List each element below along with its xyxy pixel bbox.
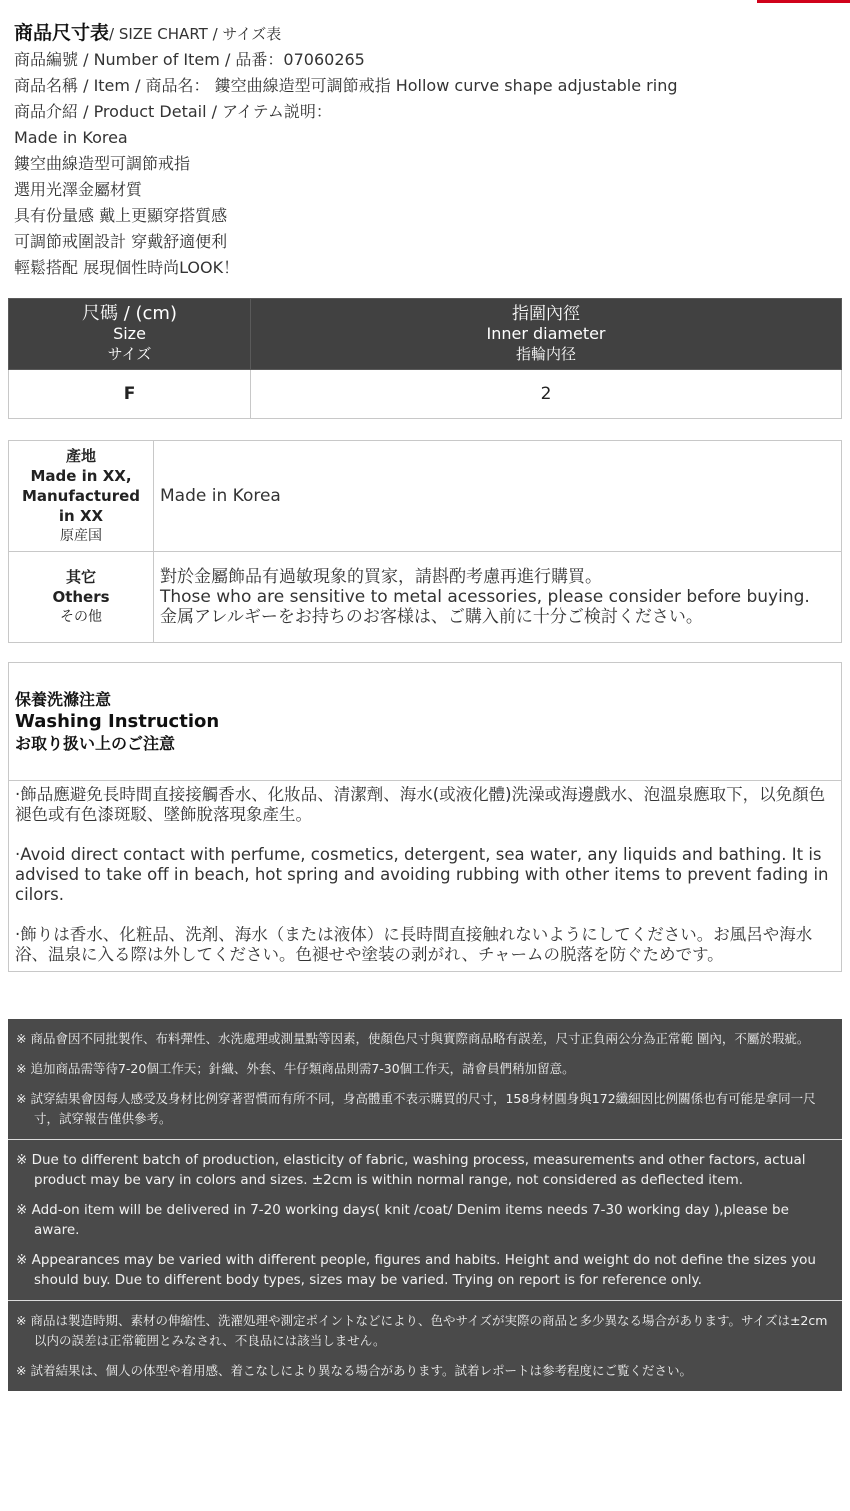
washing-text-zh: ‧飾品應避免長時間直接接觸香水、化妝品、清潔劑、海水(或液化體)洗澡或海邊戲水、泡溫泉應取下，以免顏色褪色或有色漆斑駁、墜飾脫落現象產生。 [15,785,826,824]
diameter-header-en: Inner diameter [486,324,606,343]
washing-heading [9,663,841,781]
origin-label-ja: 原産国 [60,528,102,544]
washing-instruction-box [8,662,842,972]
washing-title-en: Washing Instruction [15,711,220,732]
accent-bar [757,0,850,3]
title-rest: / SIZE CHART / サイズ表 [109,25,282,43]
size-table [8,298,842,419]
diameter-header-ja: 指輪内径 [515,345,576,363]
size-column-header [9,299,251,370]
product-detail-line: 具有份量感 戴上更顯穿搭質感 [14,206,228,225]
notes-ja [8,1301,842,1391]
others-label-ja: その他 [60,609,102,625]
size-table-header [9,299,842,370]
note-item: ※ Due to different batch of production, elasticity of fabric, washing process, measurements and other factors, actual product may be vary in colors and sizes. ±2cm is within normal range, not considered as deflected item. [16,1152,806,1188]
origin-row [9,441,842,552]
washing-text-ja: ‧飾りは香水、化粧品、洗剤、海水（または液体）に長時間直接触れないようにしてください。お風呂や海水浴、温泉に入る際は外してください。色褪せや塗装の剥がれ、チャームの脱落を防ぐためです。 [15,925,813,964]
note-item: ※ 追加商品需等待7-20個工作天；針織、外套、牛仔類商品則需7-30個工作天，請會員們稍加留意。 [16,1061,575,1076]
notes-en [8,1140,842,1301]
others-label-zh: 其它 [65,568,96,586]
diameter-header-zh: 指圍內徑 [512,304,580,324]
item-number: 商品編號 / Number of Item / 品番：07060265 [14,50,365,69]
product-detail-line: 可調節戒圍設計 穿戴舒適便利 [14,232,228,251]
info-table [8,440,842,643]
table-row [9,370,842,419]
others-value [154,552,842,643]
diameter-column-header [251,299,842,370]
title-strong: 商品尺寸表 [14,22,110,44]
washing-title-zh: 保養洗滌注意 [15,690,112,709]
size-header-zh: 尺碼 / (cm) [82,303,177,324]
origin-label [9,441,154,552]
origin-label-zh: 產地 [65,447,96,465]
size-header-en: Size [113,324,146,343]
others-value-en: Those who are sensitive to metal acessories, please consider before buying. [160,587,810,607]
item-name: 商品名稱 / Item / 商品名： 鏤空曲線造型可調節戒指 Hollow curve shape adjustable ring [14,76,678,95]
origin-value: Made in Korea [154,441,842,552]
note-item: ※ 商品會因不同批製作、布料彈性、水洗處理或測量點等因素，使顏色尺寸與實際商品略有誤差，尺寸正負兩公分為正常範 圍內，不屬於瑕疵。 [16,1031,810,1046]
note-item: ※ Appearances may be varied with different people, figures and habits. Height and weight do not define the sizes you should buy. Due to different body types, sizes may be varied. Trying on report is for reference only. [16,1252,816,1288]
note-item: ※ Add-on item will be delivered in 7-20 working days( knit /coat/ Denim items needs 7-30 working day ),please be aware. [16,1202,789,1238]
notes-zh [8,1019,842,1140]
washing-title-ja: お取り扱い上のご注意 [15,734,176,753]
others-value-zh: 對於金屬飾品有過敏現象的買家，請斟酌考慮再進行購買。 [160,567,602,587]
washing-text-en: ‧Avoid direct contact with perfume, cosmetics, detergent, sea water, any liquids and bathing. It is advised to take off in beach, hot spring and avoiding rubbing with other items to prevent fading in cilors. [15,845,829,904]
note-item: ※ 試穿結果會因每人感受及身材比例穿著習慣而有所不同，身高體重不表示購買的尺寸，158身材圓身與172纖細因比例關係也有可能是拿同一尺寸，試穿報告僅供參考。 [16,1091,816,1126]
product-detail-line: 選用光澤金屬材質 [14,180,143,199]
product-detail-line: 輕鬆搭配 展現個性時尚LOOK！ [14,258,240,277]
others-value-ja: 金属アレルギーをお持ちのお客様は、ご購入前に十分ご検討ください。 [160,607,703,627]
notes-box [8,1019,842,1391]
others-label-en: Others [52,588,110,606]
origin-label-en: Made in XX, Manufactured in XX [21,467,141,525]
product-header [14,20,844,281]
size-value: F [9,370,251,419]
others-row [9,552,842,643]
washing-text [9,781,841,971]
product-detail-label: 商品介紹 / Product Detail / アイテム説明： [14,102,332,121]
note-item: ※ 商品は製造時期、素材の伸縮性、洗濯処理や測定ポイントなどにより、色やサイズが実際の商品と多少異なる場合があります。サイズは±2cm以内の誤差は正常範囲とみなされ、不良品には該当しません。 [16,1313,828,1348]
others-label [9,552,154,643]
product-detail-line: 鏤空曲線造型可調節戒指 [14,154,191,173]
size-chart-title [14,20,844,47]
size-header-ja: サイズ [107,345,152,363]
washing-title [15,689,219,755]
diameter-value: 2 [251,370,842,419]
note-item: ※ 試着結果は、個人の体型や着用感、着こなしにより異なる場合があります。試着レポートは参考程度にご覧ください。 [16,1363,692,1378]
product-detail-line: Made in Korea [14,128,128,147]
